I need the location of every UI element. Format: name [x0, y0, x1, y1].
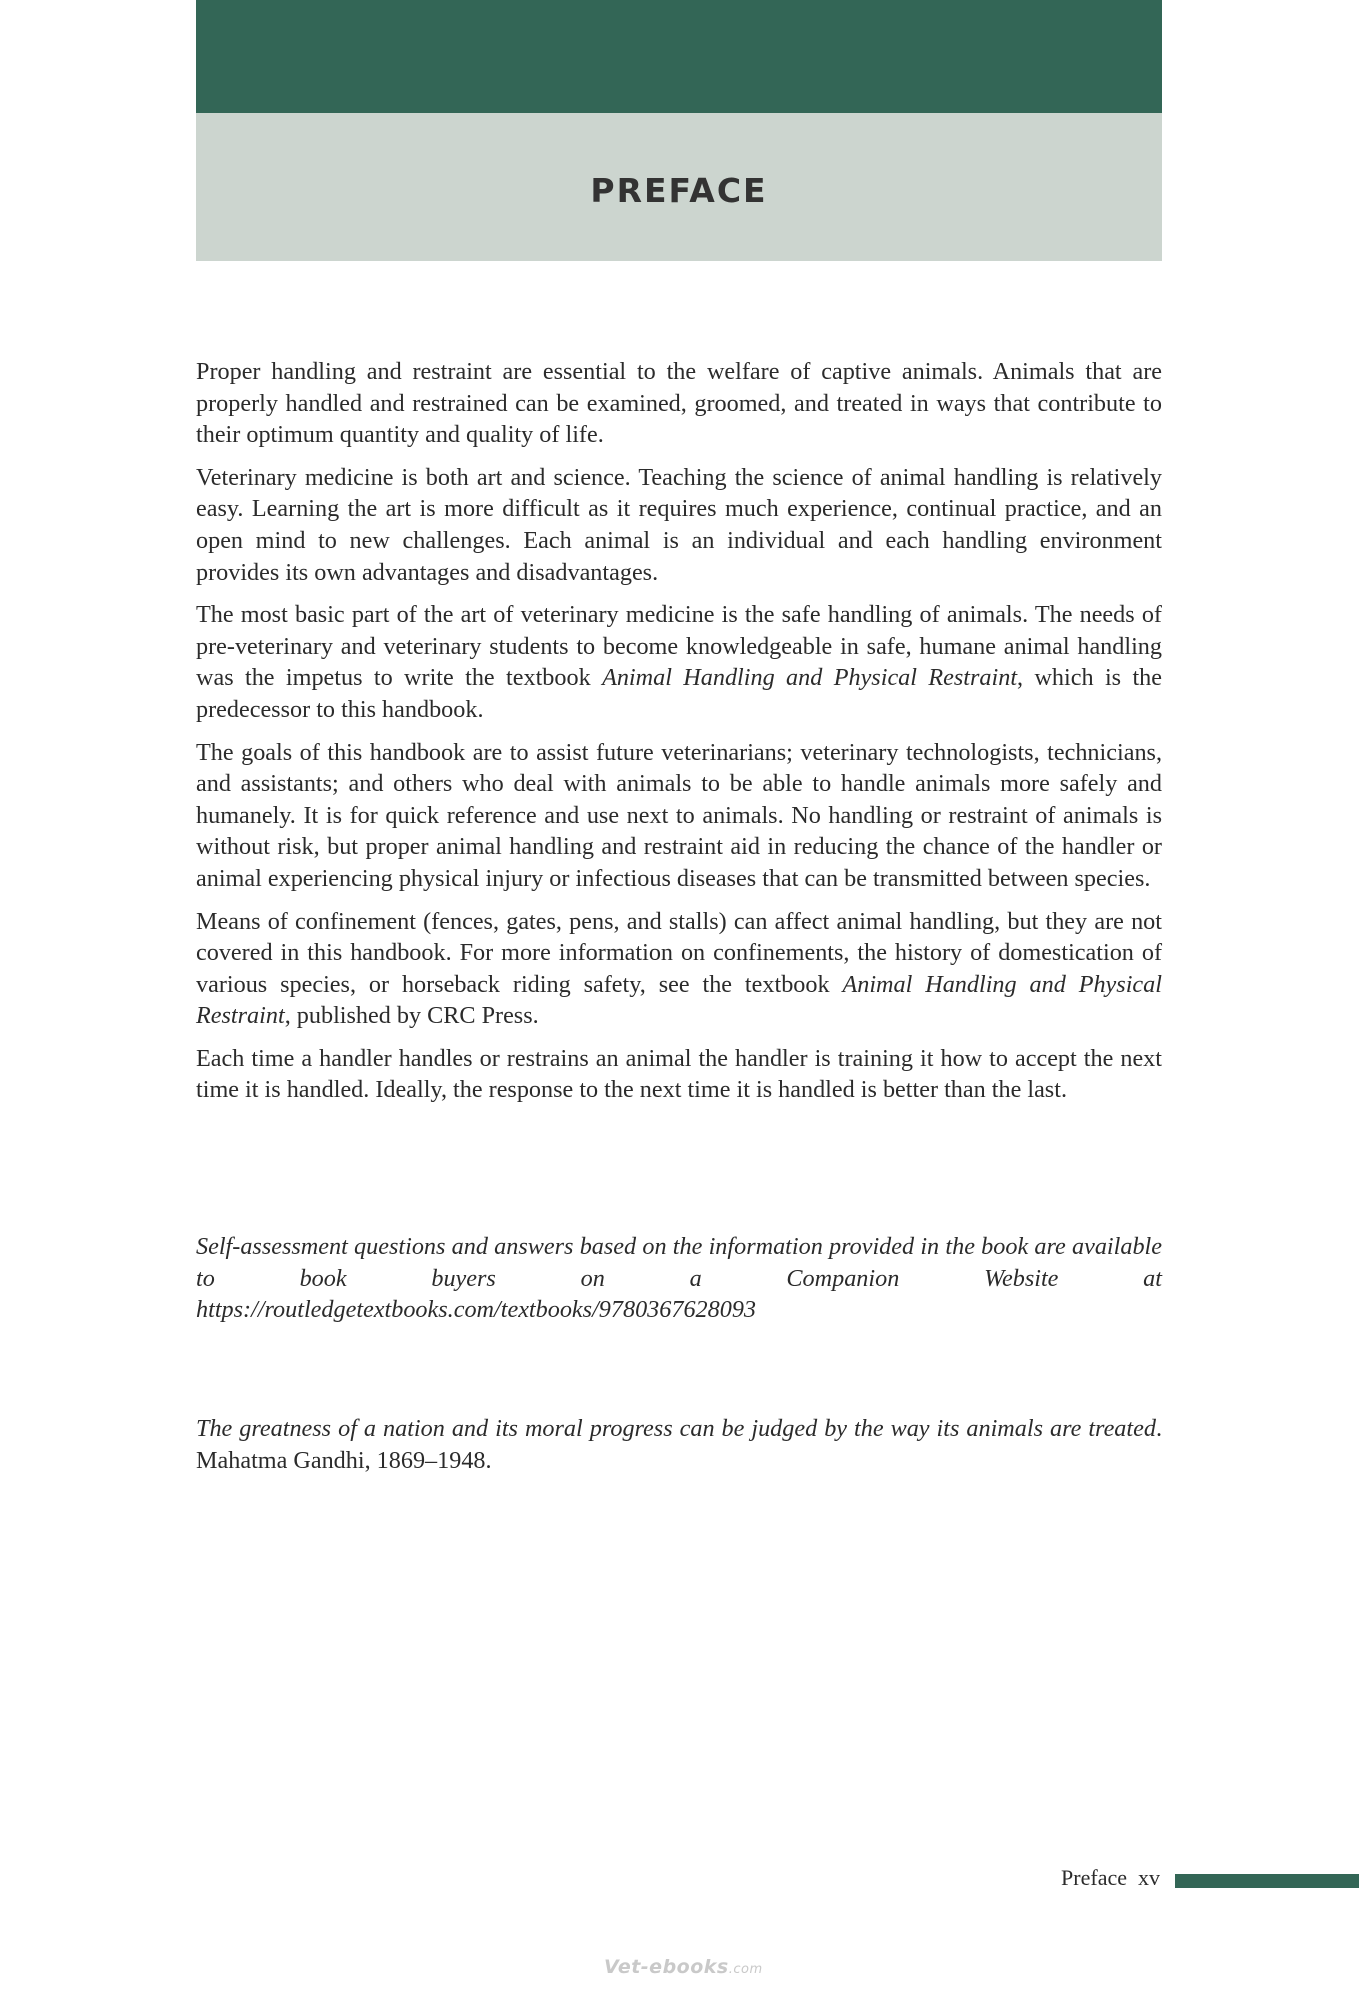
paragraph-text: The most basic part of the art of veterinary medicine is the safe handling of animals. The needs of pre-veterinary and veterinary students to become knowledgeable in safe, humane animal handling was the impetus to write the textbook	[196, 601, 1162, 692]
paragraph-text: Veterinary medicine is both art and science. Teaching the science of animal handling is relatively easy. Learning the art is more difficult as it requires much experience, continual practice, and an open mind to new challenges. Each animal is an individual and each handling environment provides its own advantages and disadvantages.	[196, 463, 1162, 586]
body-paragraph	[196, 737, 1162, 895]
preface-body	[196, 356, 1162, 1106]
quote-text: The greatness of a nation and its moral progress can be judged by the way its animals are treated	[196, 1415, 1156, 1442]
paragraph-text: Each time a handler handles or restrains an animal the handler is training it how to accept the next time it is handled. Ideally, the response to the next time it is handled is better than the last.	[196, 1044, 1162, 1104]
book-title-italic: Animal Handling and Physical Restraint	[602, 664, 1018, 692]
quote-attribution: . Mahatma Gandhi, 1869–1948.	[196, 1415, 1162, 1474]
page-title: PREFACE	[590, 170, 768, 210]
paragraph-text: Proper handling and restraint are essential to the welfare of captive animals. Animals that are properly handled and restrained can be examined, groomed, and treated in ways that contribute to their optimum quantity and quality of life.	[196, 358, 1162, 449]
footer-accent-bar	[1175, 1874, 1359, 1888]
companion-website-note: Self-assessment questions and answers based on the information provided in the book are available to book buyers on a Companion Website at https://routledgetextbooks.com/textbooks/9780367628093	[196, 1233, 1162, 1324]
footer-section-label: Preface	[1061, 1865, 1127, 1890]
watermark-logo: Vet-ebooks.com	[604, 1956, 763, 1978]
footer-page-number: xv	[1138, 1865, 1160, 1890]
paragraph-text: , published by CRC Press.	[284, 1002, 539, 1030]
body-paragraph	[196, 462, 1162, 588]
paragraph-text: Means of confinement (fences, gates, pens, and stalls) can affect animal handling, but they are not covered in this handbook. For more information on confinements, the history of domestication of various species, or horseback riding safety, see the textbook	[196, 907, 1162, 998]
gandhi-quote	[196, 1413, 1162, 1476]
header-band-light	[196, 113, 1162, 261]
body-paragraph	[196, 599, 1162, 725]
paragraph-text: The goals of this handbook are to assist future veterinarians; veterinary technologists, technicians, and assistants; and others who deal with animals to be able to handle animals more safely and humanely. It is for quick reference and use next to animals. No handling or restraint of animals is without risk, but proper animal handling and restraint aid in reducing the chance of the handler or animal experiencing physical injury or infectious diseases that can be transmitted between species.	[196, 738, 1162, 892]
body-paragraph	[196, 906, 1162, 1032]
body-paragraph	[196, 1043, 1162, 1106]
body-paragraph	[196, 356, 1162, 451]
page-footer	[1061, 1863, 1160, 1893]
header-band-dark	[196, 0, 1162, 113]
book-title-italic: Animal Handling and Physical Restraint	[196, 970, 1162, 1030]
paragraph-text: , which is the predecessor to this handbook.	[196, 664, 1162, 723]
